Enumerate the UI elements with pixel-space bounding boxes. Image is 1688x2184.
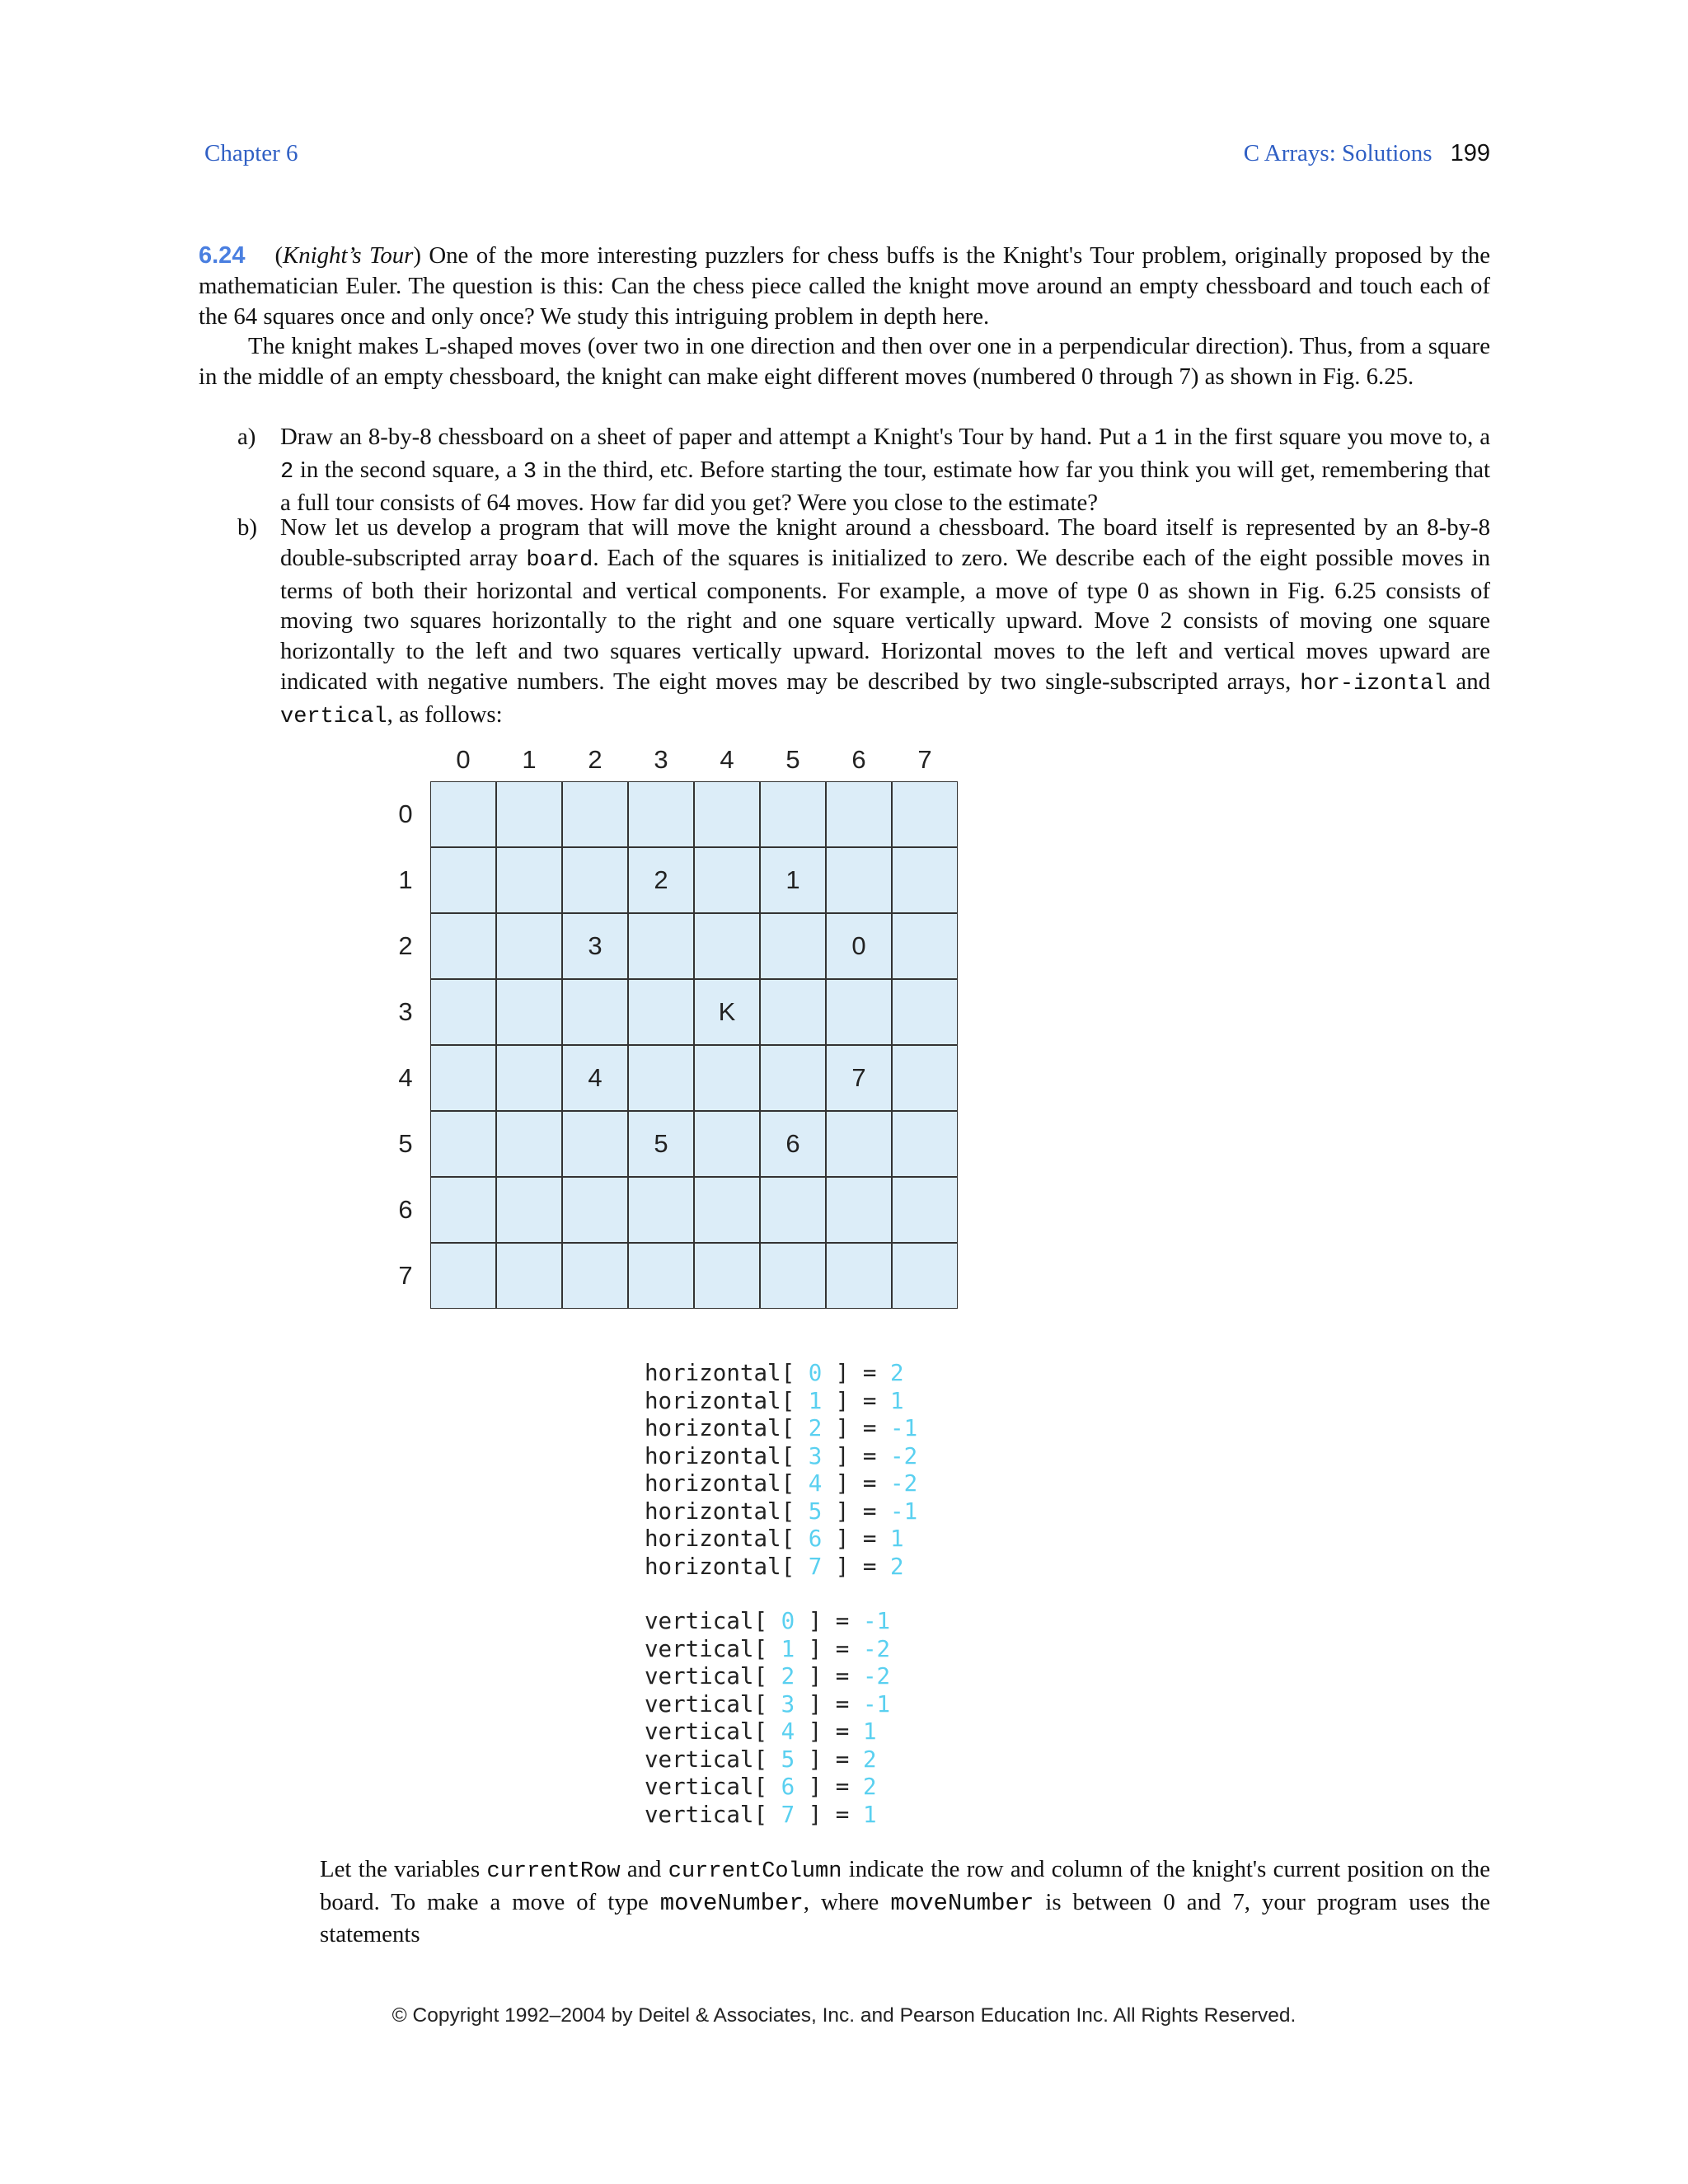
board-square (892, 1111, 958, 1177)
board-square (496, 1243, 562, 1309)
item-a-code-3: 3 (523, 459, 537, 485)
paragraph-moves: The knight makes L-shaped moves (over two in one direction and then over one in a perpendicular direction). Thus, from a square in the middle of an empty chessboard, the knight can make eight different moves (numbered 0 through 7) as shown in Fig. 6.25. (199, 333, 1490, 390)
row-label: 2 (398, 931, 413, 960)
board-square (760, 1177, 826, 1243)
item-a-code-1: 1 (1154, 427, 1168, 452)
board-square (892, 913, 958, 979)
board-square (562, 781, 628, 847)
board-square: 6 (760, 1111, 826, 1177)
array-assignment-line: horizontal[ 6 ] = 1 (645, 1526, 904, 1552)
board-square (496, 847, 562, 913)
board-square (826, 1111, 892, 1177)
running-header-chapter: Chapter 6 (204, 140, 298, 166)
array-assignment-line: horizontal[ 0 ] = 2 (645, 1360, 904, 1386)
board-square (430, 781, 496, 847)
section-title: C Arrays: Solutions (1243, 140, 1432, 166)
paragraph-after-arrays (320, 1854, 1490, 1949)
board-square (694, 913, 760, 979)
row-label: 3 (398, 997, 413, 1026)
board-square (892, 847, 958, 913)
item-b-code-2: hor-izontal (1300, 671, 1447, 696)
array-assignment-line: horizontal[ 1 ] = 1 (645, 1387, 904, 1414)
array-assignment-line: vertical[ 6 ] = 2 (645, 1774, 877, 1800)
board-square (430, 1045, 496, 1111)
board-square (562, 1243, 628, 1309)
board-square (496, 781, 562, 847)
board-square (628, 781, 694, 847)
after-text-2: and (620, 1856, 668, 1882)
board-square (628, 913, 694, 979)
array-assignment-line: horizontal[ 2 ] = -1 (645, 1415, 918, 1441)
board-square (562, 1177, 628, 1243)
exercise-title: Knight’s Tour (283, 242, 414, 269)
item-b-code-1: board (526, 547, 593, 573)
board-square (430, 847, 496, 913)
board-square: K (694, 979, 760, 1045)
after-code-1: currentRow (486, 1859, 621, 1884)
board-square (892, 1243, 958, 1309)
board-square (496, 913, 562, 979)
board-square (826, 781, 892, 847)
board-square (694, 1111, 760, 1177)
item-a-label: a) (237, 424, 256, 450)
board-square (760, 781, 826, 847)
board-square (430, 1177, 496, 1243)
array-assignment-line: vertical[ 5 ] = 2 (645, 1746, 877, 1773)
board-square (430, 913, 496, 979)
board-square: 1 (760, 847, 826, 913)
board-square: 7 (826, 1045, 892, 1111)
board-square (694, 781, 760, 847)
board-square (562, 979, 628, 1045)
copyright-footer: © Copyright 1992–2004 by Deitel & Associates, Inc. and Pearson Education Inc. All Rights Reserved. (392, 2004, 1296, 2027)
item-a-text-3: in the second square, a (293, 456, 523, 483)
after-code-2: currentColumn (668, 1859, 842, 1884)
row-label: 5 (398, 1129, 413, 1158)
array-assignment-line: vertical[ 7 ] = 1 (645, 1801, 877, 1828)
item-b-code-3: vertical (280, 704, 387, 729)
board-square (496, 1045, 562, 1111)
item-b (237, 513, 1491, 733)
column-label: 3 (654, 745, 668, 774)
item-a-code-2: 2 (280, 459, 294, 485)
row-label: 0 (398, 799, 413, 828)
array-assignment-line: horizontal[ 7 ] = 2 (645, 1553, 904, 1580)
board-square (760, 1243, 826, 1309)
board-square (430, 1243, 496, 1309)
board-square (694, 1045, 760, 1111)
board-square (628, 1243, 694, 1309)
after-code-4: moveNumber (890, 1889, 1034, 1917)
board-square (826, 847, 892, 913)
board-square (760, 1045, 826, 1111)
array-assignment-line: vertical[ 2 ] = -2 (645, 1663, 891, 1690)
row-label: 6 (398, 1195, 413, 1224)
item-b-label: b) (237, 514, 257, 541)
item-a (237, 422, 1490, 518)
board-square (430, 1111, 496, 1177)
item-b-text-2: . Each of the squares is initialized to zero. We describe each of the eight possible moves in terms of both their horizontal and vertical components. For example, a move of type 0 as shown in Fig. 6.25 consists of moving two squares horizontally to the right and one square vertically upward. Move 2 consists of moving one square horizontally to the left and two squares vertically upward. Horizontal moves to the left and vertical moves upward are indicated with negative numbers. The eight moves may be described by two single-subscripted arrays, (280, 544, 1490, 695)
vertical-array-listing (645, 1608, 890, 1829)
after-text-1: Let the variables (320, 1856, 487, 1882)
board-square (826, 979, 892, 1045)
board-square (892, 979, 958, 1045)
row-label: 7 (398, 1261, 413, 1290)
item-b-text-4: , as follows: (387, 701, 503, 728)
board-square (892, 1177, 958, 1243)
array-assignment-line: vertical[ 4 ] = 1 (645, 1718, 877, 1745)
column-label: 0 (456, 745, 471, 774)
board-square (562, 847, 628, 913)
board-square (892, 781, 958, 847)
board-square (628, 1177, 694, 1243)
column-label: 7 (917, 745, 932, 774)
column-label: 1 (522, 745, 537, 774)
board-square (694, 847, 760, 913)
array-assignment-line: vertical[ 1 ] = -2 (645, 1635, 891, 1662)
item-a-text-4: in the third, etc. Before starting the tour, estimate how far you think you will get, remembering that a full tour consists of 64 moves. How far did you get? Were you close to the estimate? (280, 456, 1490, 516)
board-square (430, 979, 496, 1045)
page-number: 199 (1450, 140, 1490, 166)
board-square: 0 (826, 913, 892, 979)
array-assignment-line: vertical[ 0 ] = -1 (645, 1608, 891, 1634)
board-square: 5 (628, 1111, 694, 1177)
array-assignment-line: horizontal[ 3 ] = -2 (645, 1442, 918, 1469)
intro-text: One of the more interesting puzzlers for chess buffs is the Knight's Tour problem, originally proposed by the mathematician Euler. The question is this: Can the chess piece called the knight move around an empty chessboard and touch each of the 64 squares once and only once? We study this intriguing problem in depth here. (199, 242, 1490, 330)
row-label: 4 (398, 1063, 413, 1092)
array-assignment-line: horizontal[ 5 ] = -1 (645, 1497, 918, 1525)
exercise-intro: 6.24 (Knight’s Tour) One of the more interesting puzzlers for chess buffs is the Knight's Tour problem, originally proposed by the mathematician Euler. The question is this: Can the chess piece called the knight move around an empty chessboard and touch each of the 64 squares once and only once? We study this intriguing problem in depth here. (199, 242, 1490, 330)
board-square (694, 1177, 760, 1243)
after-code-3: moveNumber (659, 1889, 804, 1917)
row-label: 1 (398, 865, 413, 894)
after-text-5: is between 0 and 7, your program uses the statements (320, 1888, 1490, 1947)
board-square (760, 913, 826, 979)
item-a-text-1: Draw an 8-by-8 chessboard on a sheet of paper and attempt a Knight's Tour by hand. Put a (280, 424, 1155, 450)
column-label: 2 (588, 745, 603, 774)
board-square: 4 (562, 1045, 628, 1111)
item-b-text-1: Now let us develop a program that will move the knight around a chessboard. The board itself is represented by an 8-by-8 double-subscripted array (280, 514, 1490, 571)
item-a-text-2: in the first square you move to, a (1167, 424, 1490, 450)
board-square (694, 1243, 760, 1309)
array-assignment-line: horizontal[ 4 ] = -2 (645, 1470, 918, 1497)
board-square: 3 (562, 913, 628, 979)
board-square (496, 979, 562, 1045)
after-text-4: , where (803, 1888, 891, 1915)
board-square (628, 1045, 694, 1111)
array-assignment-line: vertical[ 3 ] = -1 (645, 1690, 891, 1718)
board-square (826, 1243, 892, 1309)
board-square: 2 (628, 847, 694, 913)
board-square (496, 1177, 562, 1243)
after-text-3: indicate the row and column of the knight's current position on the board. To make a move of type (320, 1856, 1490, 1915)
board-square (562, 1111, 628, 1177)
item-b-text-3: and (1447, 668, 1491, 695)
exercise-number: 6.24 (199, 242, 246, 269)
column-label: 6 (851, 745, 866, 774)
board-square (892, 1045, 958, 1111)
board-square (826, 1177, 892, 1243)
column-label: 4 (720, 745, 734, 774)
board-square (496, 1111, 562, 1177)
column-label: 5 (785, 745, 800, 774)
horizontal-array-listing (645, 1360, 917, 1581)
running-header-section (1244, 140, 1490, 167)
board-square (628, 979, 694, 1045)
board-square (760, 979, 826, 1045)
